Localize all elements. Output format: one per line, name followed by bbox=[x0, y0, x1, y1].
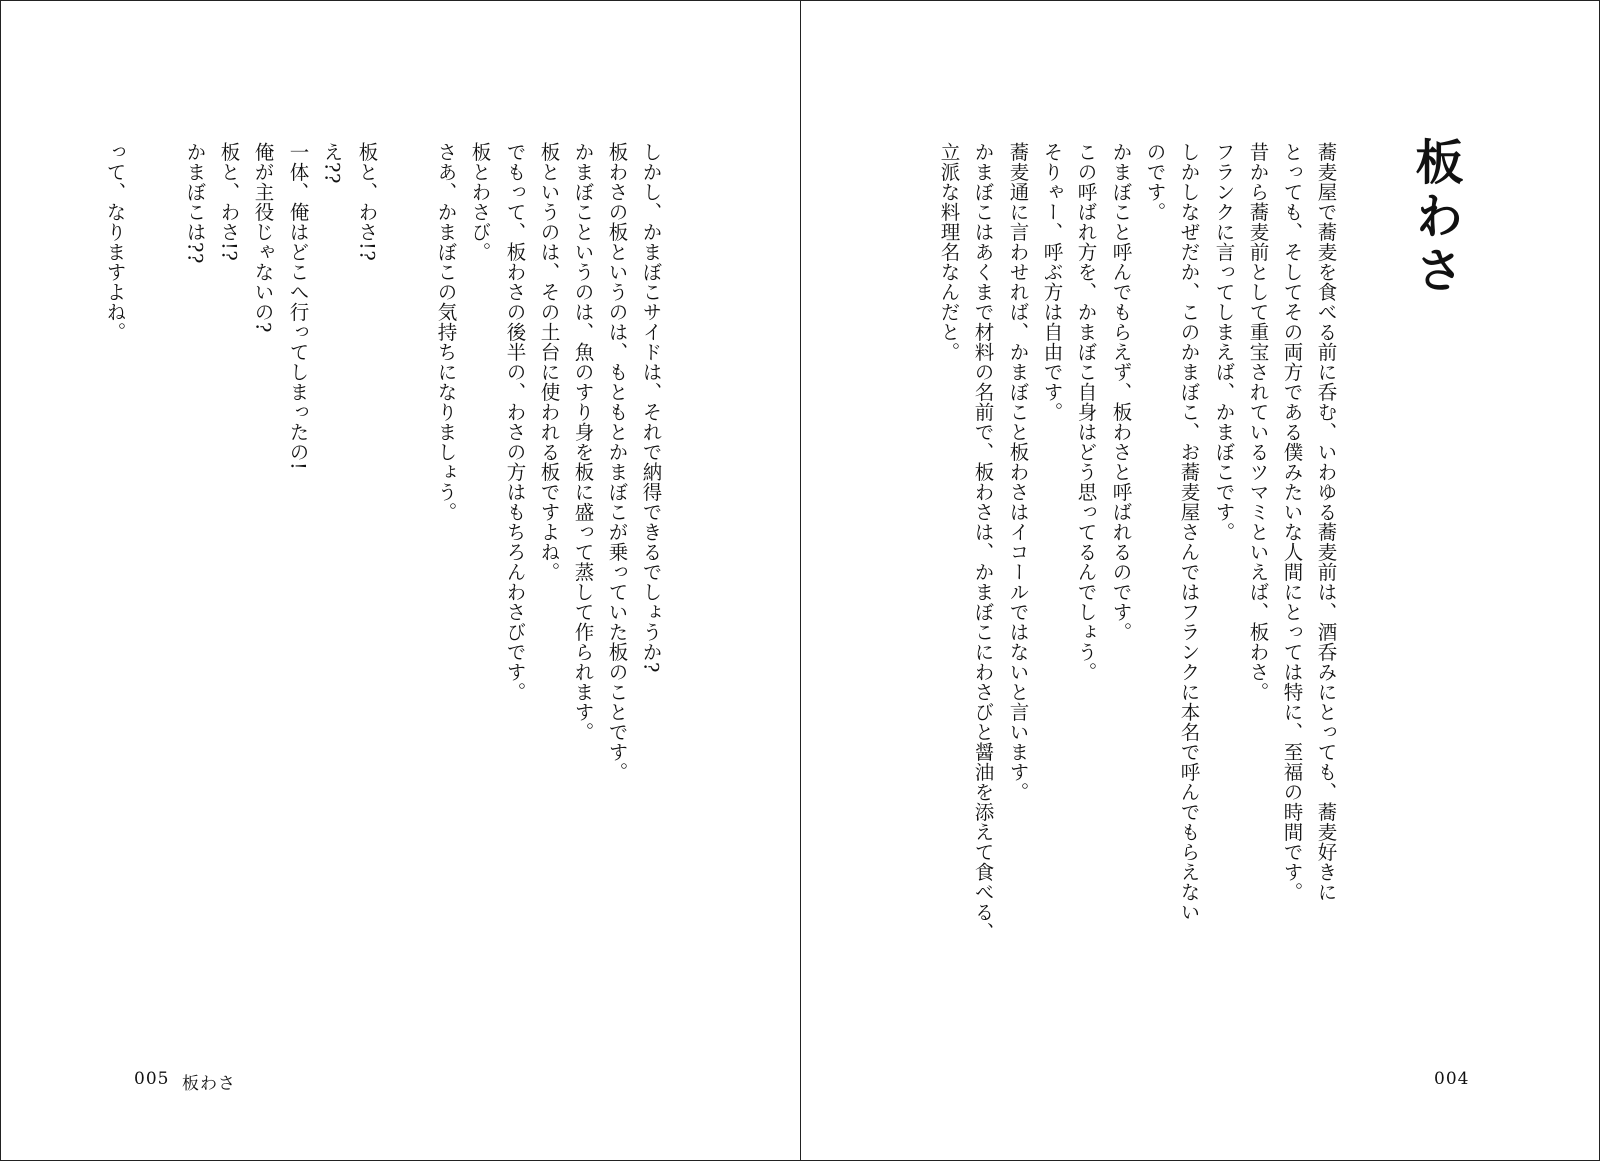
text-line: 蕎麦屋で蕎麦を食べる前に呑む、いわゆる蕎麦前は、酒呑みにとっても、蕎麦好きに bbox=[1314, 142, 1338, 902]
text-line: そりゃー、呼ぶ方は自由です。 bbox=[1040, 142, 1064, 422]
text-line: 板というのは、その土台に使われる板ですよね。 bbox=[537, 142, 561, 582]
right-page bbox=[800, 0, 1600, 1161]
text-line: 昔から蕎麦前として重宝されているツマミといえば、板わさ。 bbox=[1246, 142, 1270, 702]
text-line: って、なりますよね。 bbox=[103, 142, 127, 342]
running-head: 板わさ bbox=[182, 1074, 236, 1094]
text-line: え?? bbox=[320, 142, 344, 184]
text-line: この呼ばれ方を、かまぼこ自身はどう思ってるんでしょう。 bbox=[1074, 142, 1098, 682]
page-number: 005 bbox=[134, 1069, 170, 1089]
text-line: 俺が主役じゃないの? bbox=[251, 142, 275, 333]
text-line: でもって、板わさの後半の、わさの方はもちろんわさびです。 bbox=[503, 142, 527, 702]
text-line: しかしなぜだか、このかまぼこ、お蕎麦屋さんではフランクに本名で呼んでもらえない bbox=[1177, 142, 1201, 922]
text-line: フランクに言ってしまえば、かまぼこです。 bbox=[1212, 142, 1236, 542]
text-line: しかし、かまぼこサイドは、それで納得できるでしょうか? bbox=[639, 142, 663, 673]
text-line: かまぼこはあくまで材料の名前で、板わさは、かまぼこにわさびと醤油を添えて食べる、 bbox=[971, 142, 995, 942]
left-page bbox=[0, 0, 801, 1161]
text-line: 板と、わさ!? bbox=[217, 142, 241, 262]
text-line: 立派な料理名なんだと。 bbox=[937, 142, 961, 362]
text-line: 板わさの板というのは、もともとかまぼこが乗っていた板のことです。 bbox=[605, 142, 629, 782]
text-line: かまぼこは?? bbox=[183, 142, 207, 264]
text-line: 蕎麦通に言わせれば、かまぼこと板わさはイコールではないと言います。 bbox=[1006, 142, 1030, 802]
text-line: 一体、俺はどこへ行ってしまったの! bbox=[286, 142, 310, 471]
text-line: とっても、そしてその両方である僕みたいな人間にとっては特に、至福の時間です。 bbox=[1280, 142, 1304, 902]
text-line: かまぼこと呼んでもらえず、板わさと呼ばれるのです。 bbox=[1109, 142, 1133, 642]
text-line: 板とわさび。 bbox=[468, 142, 492, 262]
text-line: のです。 bbox=[1143, 142, 1167, 222]
text-line: さあ、かまぼこの気持ちになりましょう。 bbox=[434, 142, 458, 522]
page-number: 004 bbox=[1434, 1069, 1470, 1089]
text-line: かまぼこというのは、魚のすり身を板に盛って蒸して作られます。 bbox=[571, 142, 595, 742]
text-line: 板と、わさ!? bbox=[355, 142, 379, 262]
chapter-title: 板わさ bbox=[1407, 137, 1463, 299]
